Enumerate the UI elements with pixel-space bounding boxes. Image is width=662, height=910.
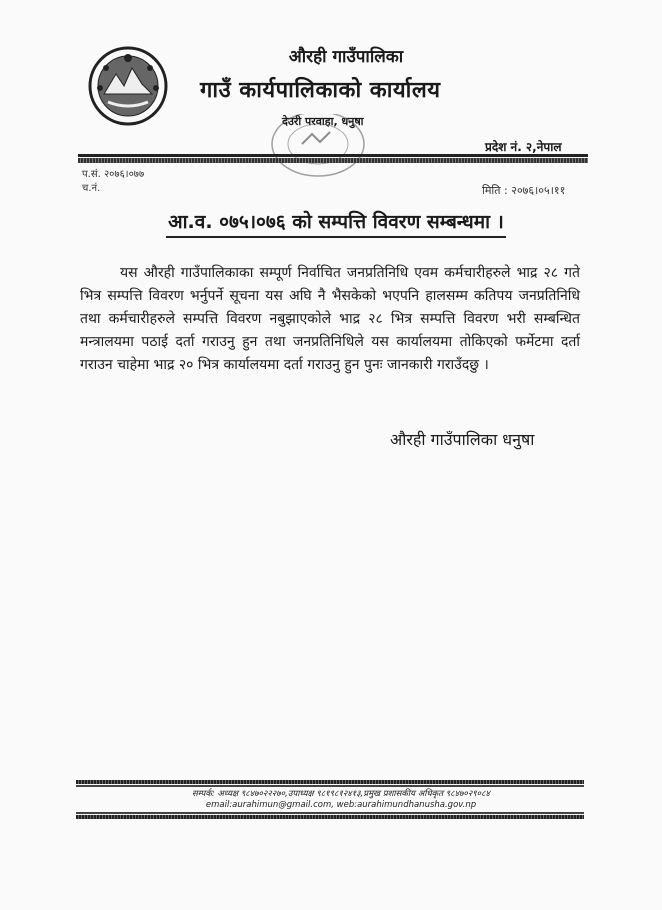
- footer-divider-bottom: [76, 815, 584, 819]
- office-location: देउरी परवाहा, धनुषा: [282, 115, 364, 128]
- letter-subject: [0, 208, 662, 238]
- header-divider-pattern: [78, 158, 588, 163]
- footer-divider-top: [76, 780, 584, 784]
- subject-text: आ.व. ०७५।०७६ को सम्पत्ति विवरण सम्बन्धमा ।: [166, 208, 506, 238]
- body-paragraph: यस औरही गाउँपालिकाका सम्पूर्ण निर्वाचित जनप्रतिनिधि एवम कर्मचारीहरुले भाद्र २८ गते भित्र सम्पत्ति विवरण भर्नुपर्ने सूचना यस अघि नै भैसकेको भएपनि हालसम्म कतिपय जनप्रतिनिधि तथा कर्मचारीहरुले सम्पत्ति विवरण नबुझाएकोले भाद्र २८ भित्र सम्पत्ति विवरण भरी सम्बन्धित मन्त्रालयमा पठाई दर्ता गराउनु हुन तथा जनप्रतिनिधिले यस कार्यालयमा तोकिएको फर्मेटमा दर्ता गराउन चाहेमा भाद्र २० भित्र कार्यालयमा दर्ता गराउनु हुन पुनः जानकारी गराउँदछु ।: [80, 265, 580, 373]
- office-stamp-icon: [268, 114, 368, 186]
- letter-date: मिति : २०७६।०५।११: [482, 184, 566, 197]
- municipality-name: औरही गाउँपालिका: [288, 47, 404, 67]
- footer-contact-web: email:aurahimun@gmail.com, web:aurahimundhanusha.gov.np: [205, 800, 477, 810]
- header-divider: [78, 154, 588, 157]
- footer-divider-top-thin: [76, 785, 584, 787]
- footer-contact-phones: सम्पर्क: अध्यक्ष ९८४७०२२२७०,उपाध्यक्ष ९८१९८१२४१३,प्रमुख प्रशासकीय अधिकृत ९८४७०२९०८४: [192, 789, 490, 799]
- letter-reference-number: प.सं. २०७६।०७७: [82, 169, 145, 180]
- footer-divider-bottom-thin: [76, 812, 584, 814]
- signature-block: औरही गाउँपालिका धनुषा: [390, 430, 535, 449]
- office-name: गाउँ कार्यपालिकाको कार्यालय: [200, 78, 441, 103]
- dispatch-number: च.नं.: [82, 183, 101, 194]
- province-label: प्रदेश नं. २,नेपाल: [485, 140, 562, 154]
- letter-body: [80, 262, 580, 377]
